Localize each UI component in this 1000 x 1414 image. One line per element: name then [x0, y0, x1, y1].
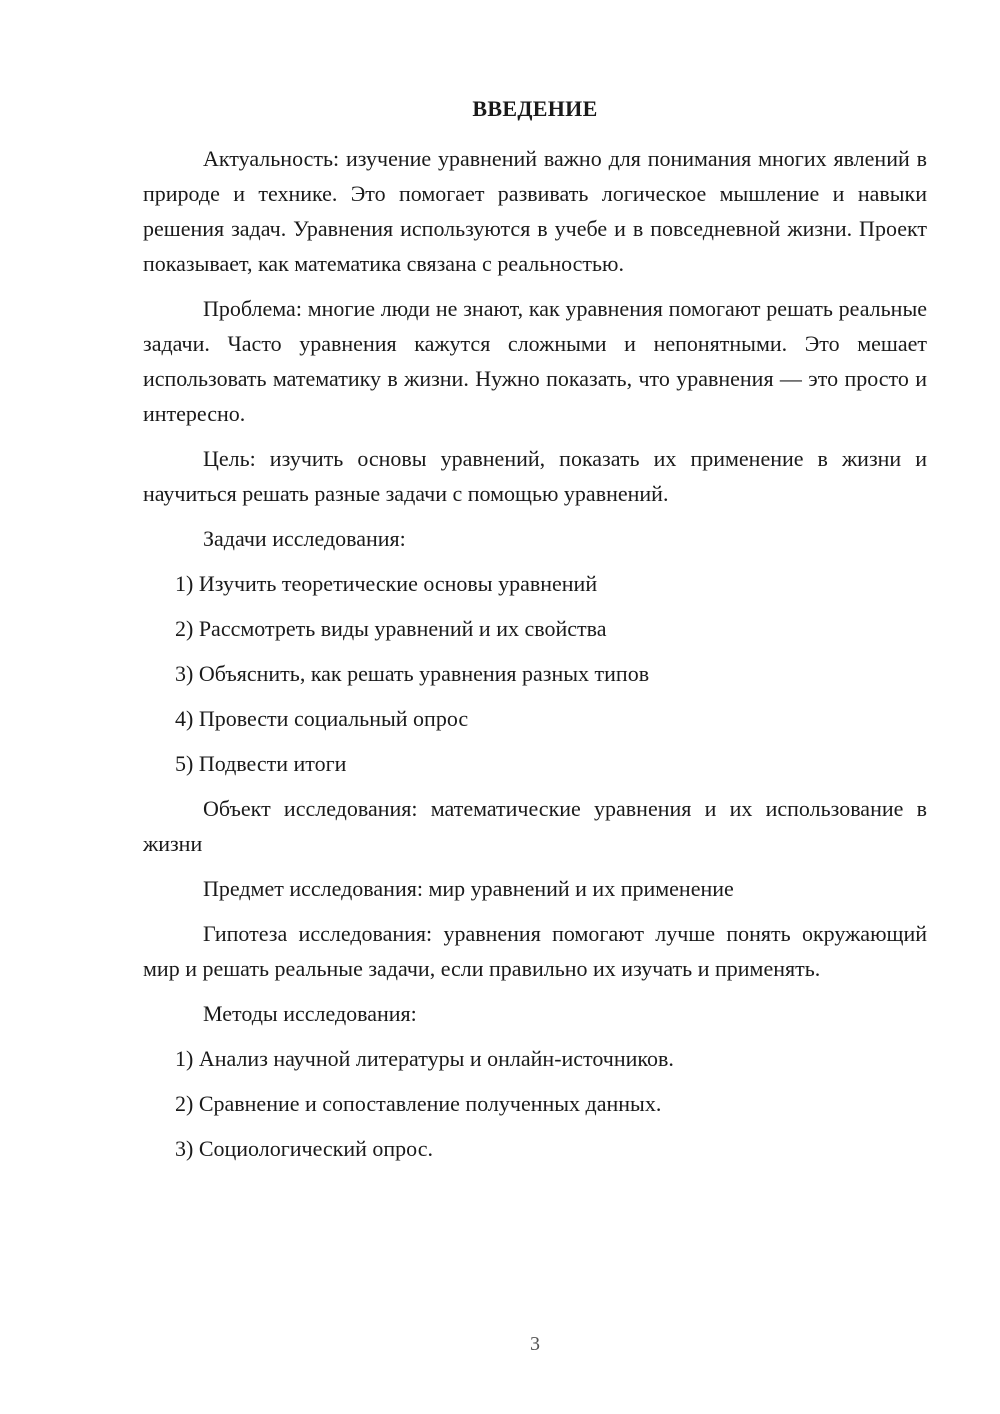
page-content	[143, 94, 927, 1176]
list-item: 1) Изучить теоретические основы уравнений	[175, 571, 598, 596]
list-item: 2) Рассмотреть виды уравнений и их свойства	[175, 616, 607, 641]
goal-paragraph: Цель: изучить основы уравнений, показать их применение в жизни и научиться решать разные задачи с помощью уравнений.	[143, 446, 927, 506]
tasks-list	[143, 566, 927, 781]
relevance-paragraph: Актуальность: изучение уравнений важно для понимания многих явлений в природе и технике. Это помогает развивать логическое мышление и навыки решения задач. Уравнения используются в учебе и в повседневной жизни. Проект показывает, как математика связана с реальностью.	[143, 146, 927, 276]
tasks-heading: Задачи исследования:	[203, 526, 406, 551]
list-item: 2) Сравнение и сопоставление полученных данных.	[175, 1091, 662, 1116]
object-paragraph: Объект исследования: математические уравнения и их использование в жизни	[143, 796, 927, 856]
list-item: 3) Социологический опрос.	[175, 1136, 433, 1161]
subject-paragraph: Предмет исследования: мир уравнений и их применение	[203, 876, 734, 901]
list-item: 1) Анализ научной литературы и онлайн-источников.	[175, 1046, 674, 1071]
section-title: ВВЕДЕНИЕ	[472, 96, 598, 121]
methods-heading: Методы исследования:	[203, 1001, 417, 1026]
list-item: 3) Объяснить, как решать уравнения разных типов	[175, 661, 650, 686]
list-item: 5) Подвести итоги	[175, 751, 347, 776]
methods-list	[143, 1041, 927, 1166]
hypothesis-paragraph: Гипотеза исследования: уравнения помогают лучше понять окружающий мир и решать реальные задачи, если правильно их изучать и применять.	[143, 921, 927, 981]
page-number: 3	[530, 1333, 540, 1355]
list-item: 4) Провести социальный опрос	[175, 706, 469, 731]
problem-paragraph: Проблема: многие люди не знают, как уравнения помогают решать реальные задачи. Часто уравнения кажутся сложными и непонятными. Это мешает использовать математику в жизни. Нужно показать, что уравнения — это просто и интересно.	[143, 296, 927, 426]
